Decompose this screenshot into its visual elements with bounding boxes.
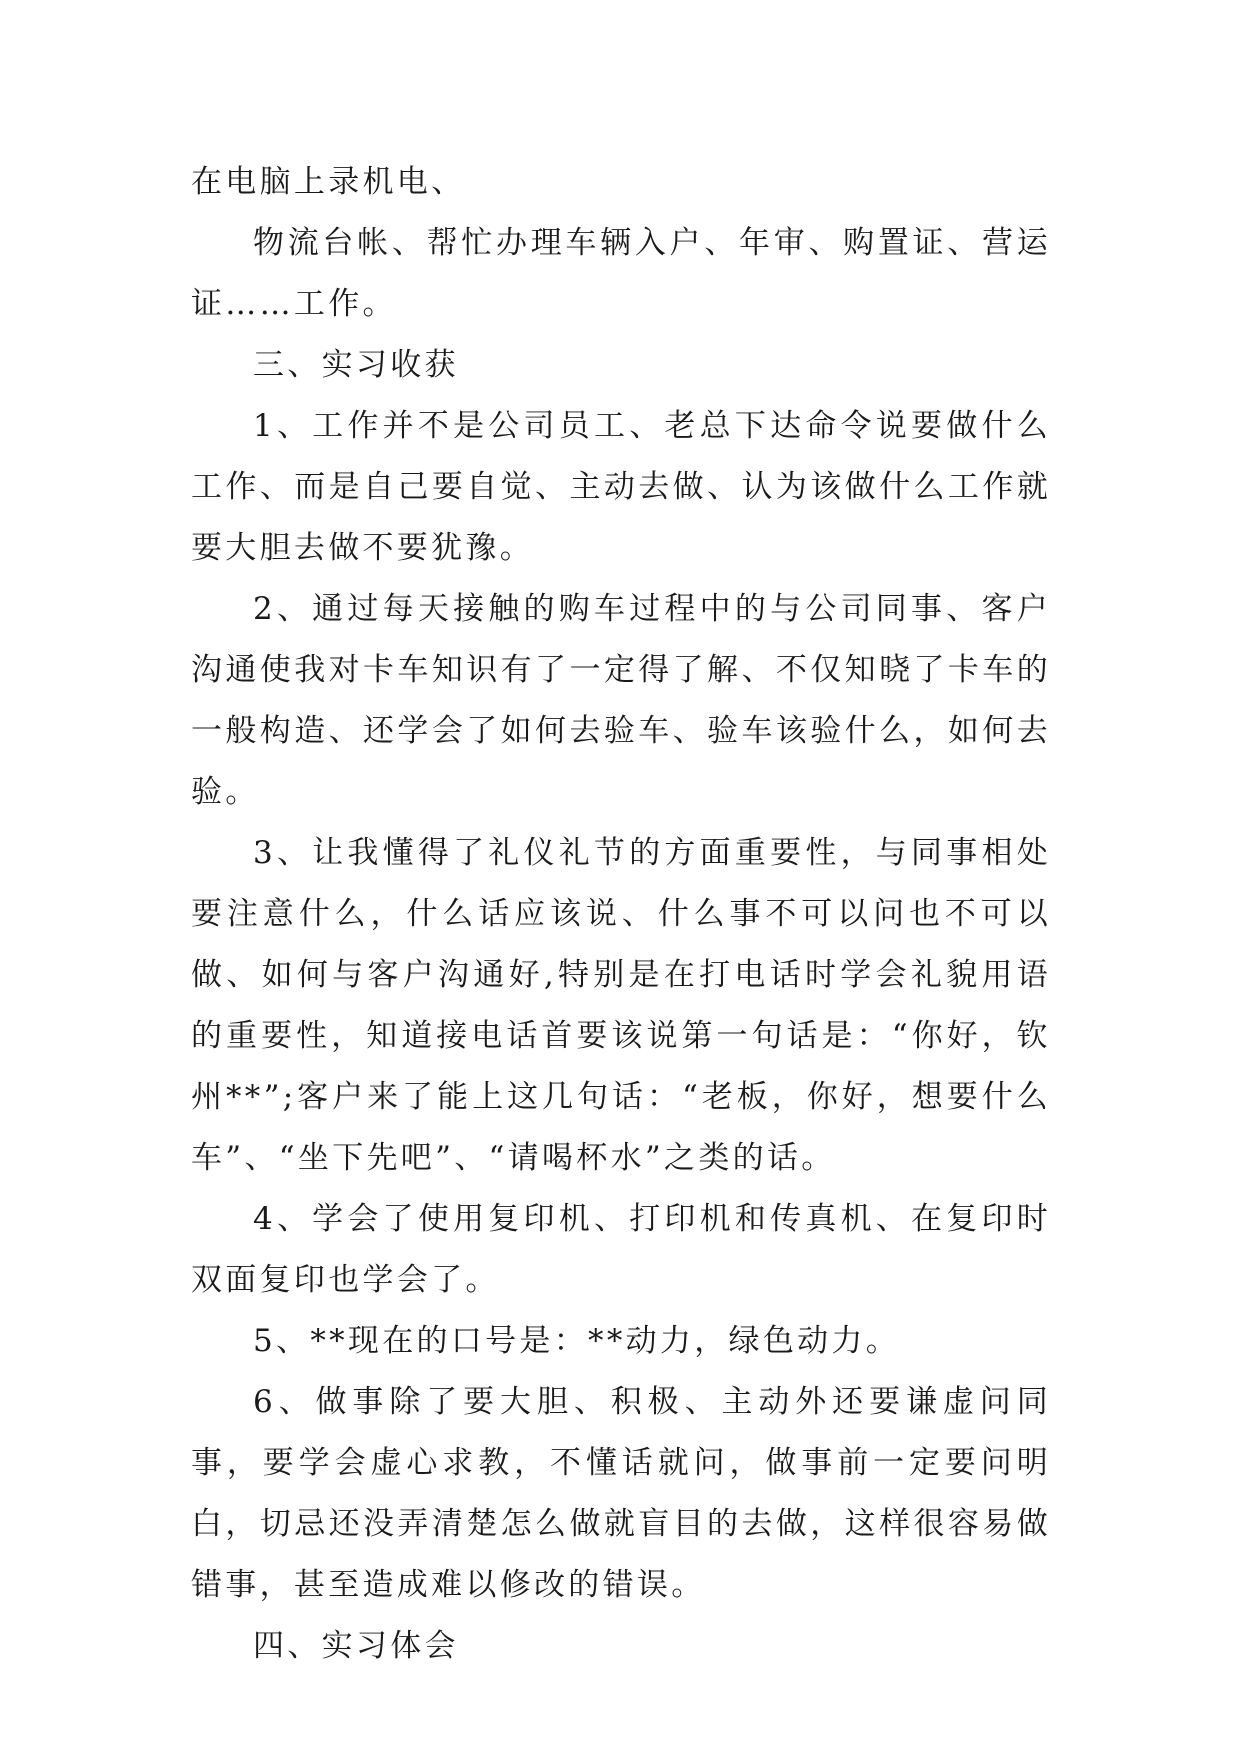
document-body <box>191 152 1051 1677</box>
paragraph-gain-3: 3、让我懂得了礼仪礼节的方面重要性，与同事相处要注意什么，什么话应该说、什么事不可以问也不可以做、如何与客户沟通好,特别是在打电话时学会礼貌用语的重要性，知道接电话首要该说第一句话是：“你好，钦州**”;客户来了能上这几句话：“老板，你好，想要什么车”、“坐下先吧”、“请喝杯水”之类的话。 <box>191 835 1051 1176</box>
paragraph-gain-4: 4、学会了使用复印机、打印机和传真机、在复印时双面复印也学会了。 <box>191 1201 1051 1298</box>
paragraph-gain-5: 5、**现在的口号是：**动力，绿色动力。 <box>253 1323 901 1359</box>
section-heading-gains: 三、实习收获 <box>253 347 459 383</box>
section-heading-experience: 四、实习体会 <box>253 1628 459 1664</box>
paragraph-gain-6: 6、做事除了要大胆、积极、主动外还要谦虚问同事，要学会虚心求教，不懂话就问，做事前一定要问明白，切忌还没弄清楚怎么做就盲目的去做，这样很容易做错事，甚至造成难以修改的错误。 <box>191 1384 1051 1603</box>
paragraph-tasks: 物流台帐、帮忙办理车辆入户、年审、购置证、营运证……工作。 <box>191 225 1051 322</box>
paragraph-gain-2: 2、通过每天接触的购车过程中的与公司同事、客户沟通使我对卡车知识有了一定得了解、不仅知晓了卡车的一般构造、还学会了如何去验车、验车该验什么，如何去验。 <box>191 591 1051 810</box>
paragraph-continuation: 在电脑上录机电、 <box>191 164 466 200</box>
paragraph-gain-1: 1、工作并不是公司员工、老总下达命令说要做什么工作、而是自己要自觉、主动去做、认为该做什么工作就要大胆去做不要犹豫。 <box>191 408 1051 566</box>
